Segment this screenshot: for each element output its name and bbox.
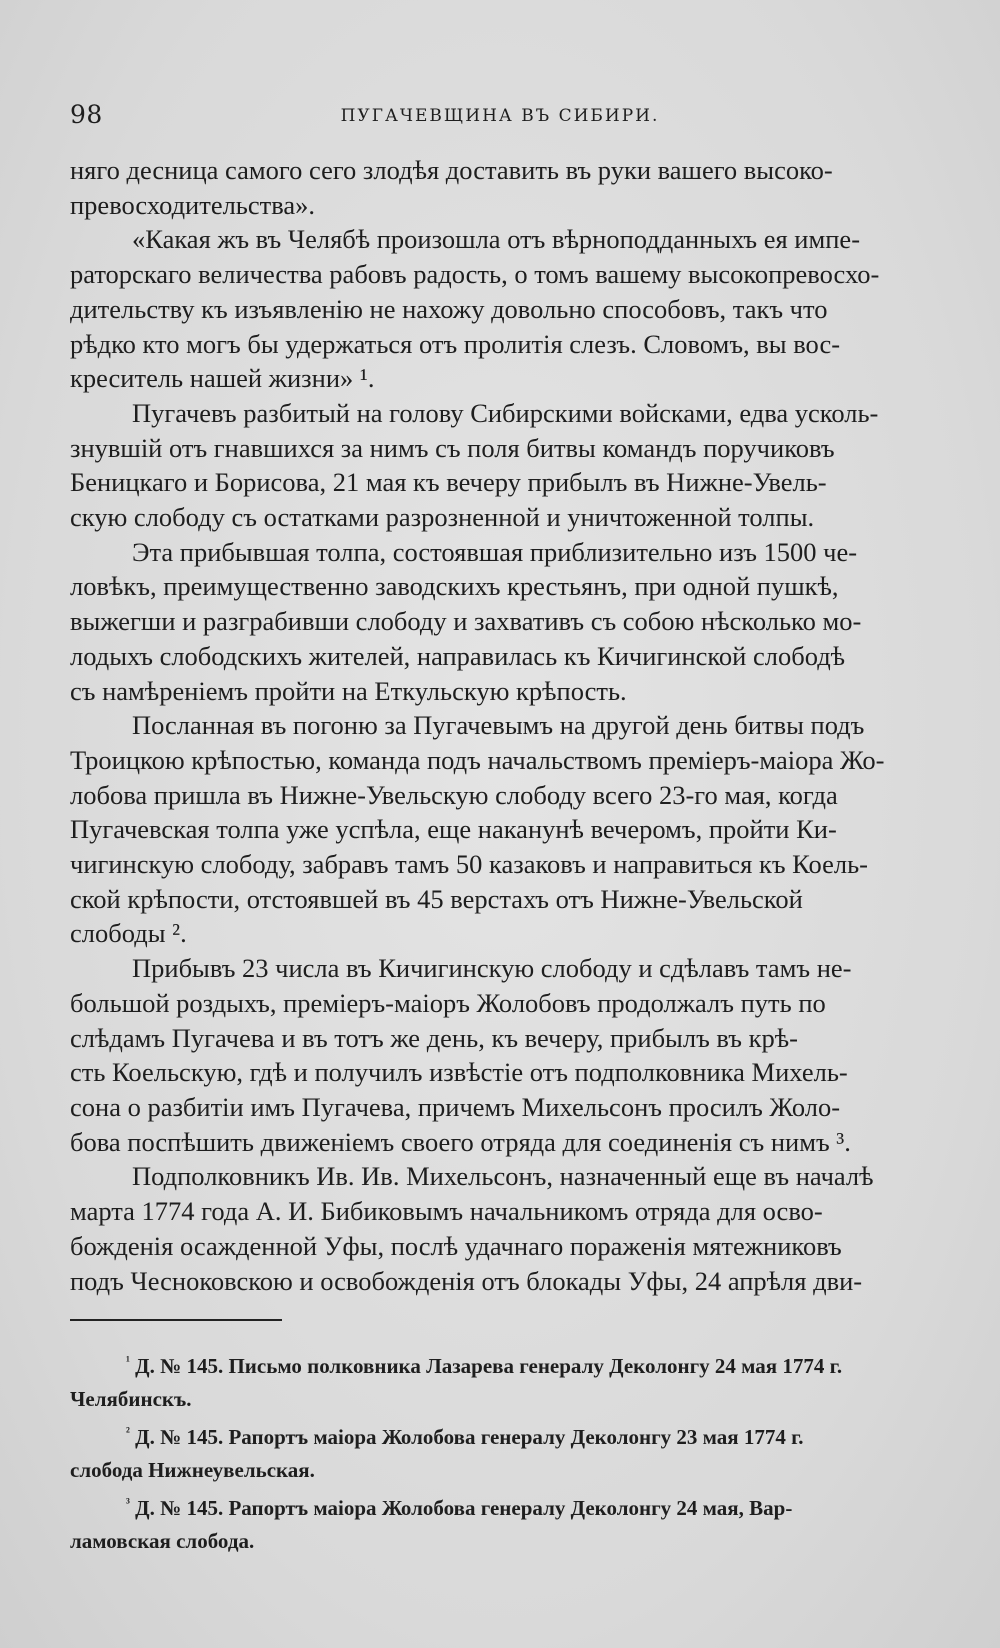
footnote-text: Д. № 145. Рапортъ маіора Жолобова генералу Деколонгу 23 мая 1774 г. слобода Нижнеувельская. <box>70 1425 804 1482</box>
paragraph: «Какая жъ въ Челябѣ произошла отъ вѣрноподданныхъ ея импе- раторскаго величества рабовъ радость, о томъ вашему высокопревосхо- дительству къ изъявленію не нахожу довольно способовъ, такъ что рѣдко кто могъ бы удержаться отъ пролитія слезъ. Словомъ, вы вос- креситель нашей жизни» ¹. <box>70 224 880 394</box>
paragraph: Посланная въ погоню за Пугачевымъ на другой день битвы подъ Троицкою крѣпостью, команда подъ начальствомъ преміеръ-маіора Жо- лобова пришла въ Нижне-Увельскую слободу всего 23-го мая, когда Пугачевская толпа уже успѣла, еще наканунѣ вечеромъ, пройти Ки- чигинскую слободу, забравъ тамъ 50 казаковъ и направиться къ Коель- ской крѣпости, отстоявшей въ 45 верстахъ отъ Нижне-Увельской слободы ². <box>70 710 885 949</box>
footnote-mark: ² <box>126 1424 130 1439</box>
page-header <box>70 100 930 136</box>
paragraph: Эта прибывшая толпа, состоявшая приблизительно изъ 1500 че- ловѣкъ, преимущественно заводскихъ крестьянъ, при одной пушкѣ, выжегши и разграбивши слободу и захвативъ съ собою нѣсколько мо- лодыхъ слободскихъ жителей, направилась къ Кичигинской слободѣ съ намѣреніемъ пройти на Еткульскую крѣпость. <box>70 536 862 706</box>
running-title: ПУГАЧЕВЩИНА ВЪ СИБИРИ. <box>340 106 660 126</box>
footnote <box>70 1350 936 1416</box>
footnotes <box>70 1350 936 1563</box>
body-text <box>70 153 936 1298</box>
footnote-text: Д. № 145. Рапортъ маіора Жолобова генералу Деколонгу 24 мая, Вар- ламовская слобода. <box>70 1496 793 1553</box>
footnote <box>70 1492 936 1558</box>
paragraph: Прибывъ 23 числа въ Кичигинскую слободу и сдѣлавъ тамъ не- большой роздыхъ, преміеръ-маіоръ Жолобовъ продолжалъ путь по слѣдамъ Пугачева и въ тотъ же день, къ вечеру, прибылъ въ крѣ- сть Коельскую, гдѣ и получилъ извѣстіе отъ подполковника Михель- сона о разбитіи имъ Пугачева, причемъ Михельсонъ просилъ Жоло- бова поспѣшить движеніемъ своего отряда для соединенія съ нимъ ³. <box>70 953 852 1157</box>
footnote <box>70 1421 936 1487</box>
footnote-divider <box>70 1319 282 1321</box>
footnote-mark: ¹ <box>126 1353 130 1368</box>
page-number: 98 <box>70 100 103 129</box>
paragraph: няго десница самого сего злодѣя доставить въ руки вашего высоко- превосходительства». <box>70 155 833 220</box>
paragraph: Пугачевъ разбитый на голову Сибирскими войсками, едва усколь- знувшій отъ гнавшихся за нимъ съ поля битвы командъ поручиковъ Беницкаго и Борисова, 21 мая къ вечеру прибылъ въ Нижне-Увель- скую слободу съ остатками разрозненной и уничтоженной толпы. <box>70 397 879 533</box>
footnote-text: Д. № 145. Письмо полковника Лазарева генералу Деколонгу 24 мая 1774 г. Челябинскъ. <box>70 1354 843 1411</box>
paragraph: Подполковникъ Ив. Ив. Михельсонъ, назначенный еще въ началѣ марта 1774 года А. И. Бибиковымъ начальникомъ отряда для осво- божденія осажденной Уфы, послѣ удачнаго пораженія мятежниковъ подъ Чесноковскою и освобожденія отъ блокады Уфы, 24 апрѣля дви- <box>70 1161 874 1296</box>
footnote-mark: ³ <box>126 1495 130 1510</box>
